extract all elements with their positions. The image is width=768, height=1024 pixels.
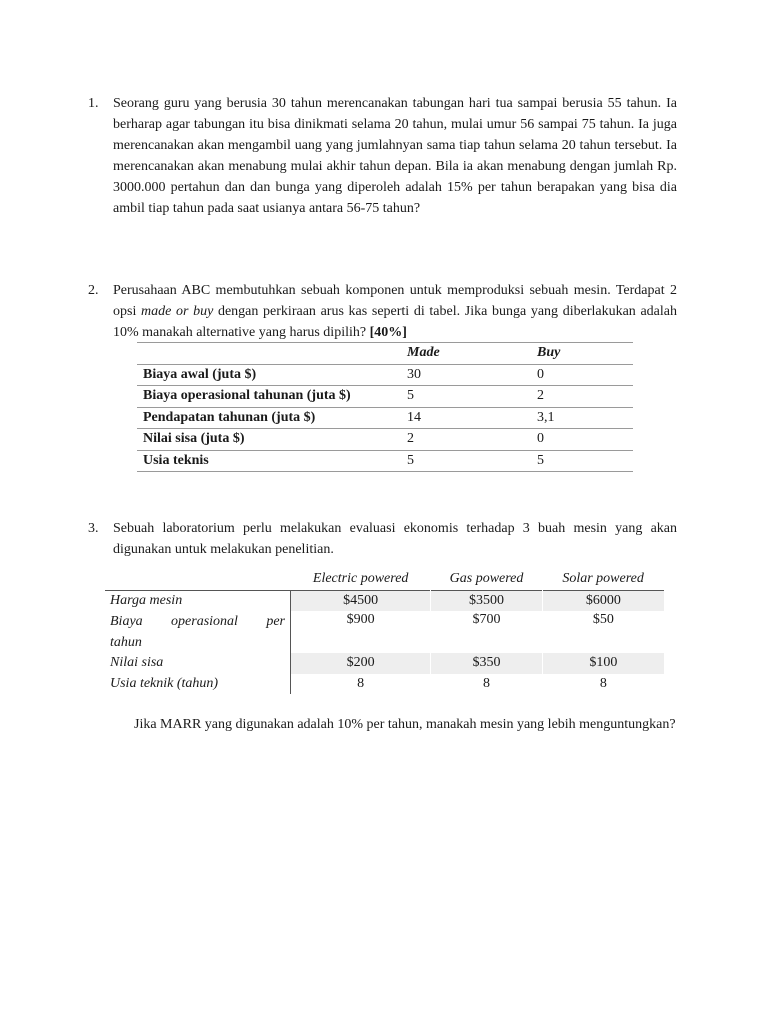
table-cell-label: Usia teknik (tahun) [105, 674, 291, 695]
table-cell: 14 [407, 409, 421, 425]
table-row [137, 407, 633, 429]
table-row [137, 450, 633, 472]
table-cell-label: Biaya awal (juta $) [143, 366, 257, 382]
table-cell: 5 [407, 388, 414, 404]
table-header-row [137, 343, 633, 365]
question-text-italic: made or buy [141, 304, 214, 319]
table-cell: 2 [407, 431, 414, 447]
table-cell: 3,1 [537, 409, 555, 425]
machine-comparison-table [105, 568, 664, 694]
table-cell-label: Harga mesin [105, 591, 291, 612]
label-line: tahun [110, 635, 142, 650]
question-1 [88, 93, 677, 219]
question-number: 1. [88, 96, 99, 111]
question-number: 3. [88, 521, 99, 536]
table-header-buy: Buy [537, 345, 561, 361]
table-row [105, 653, 664, 674]
table-header [137, 343, 401, 365]
table-cell: $3500 [431, 591, 542, 612]
table-row [137, 364, 633, 386]
table-header-electric: Electric powered [312, 571, 409, 586]
made-or-buy-table [137, 342, 633, 472]
table-cell: 2 [537, 388, 544, 404]
table-cell: $700 [431, 611, 542, 653]
table-cell: $200 [291, 653, 431, 674]
label-line [110, 611, 285, 632]
table-cell: 30 [407, 366, 421, 382]
question-text: Seorang guru yang berusia 30 tahun merencanakan tabungan hari tua sampai berusia 55 tahun. Ia berharap agar tabungan itu bisa dinikmati selama 20 tahun, mulai umur 56 sampai 75 tahun. Ia juga merencanakan akan mengambil uang yang jumlahnyan sama tiap tahun selama 20 tahun tersebut. Ia merencanakan akan menabung mulai akhir tahun depan. Bila ia akan menabung dengan jumlah Rp. 3000.000 pertahun dan dan bunga yang diperoleh adalah 15% per tahun berapakan yang bisa dia ambil tiap tahun pada saat usianya antara 56-75 tahun? [113, 96, 677, 216]
table-header-made: Made [407, 345, 440, 361]
table-cell: 8 [542, 674, 664, 695]
question-text: Sebuah laboratorium perlu melakukan evaluasi ekonomis terhadap 3 buah mesin yang akan digunakan untuk melakukan penelitian. [113, 521, 677, 557]
table-header-solar: Solar powered [562, 571, 644, 586]
table-cell-label: Nilai sisa [105, 653, 291, 674]
table-cell: 5 [537, 452, 544, 468]
table-cell-label: Biaya operasional tahunan (juta $) [143, 388, 351, 404]
table-cell: $6000 [542, 591, 664, 612]
table-row [137, 386, 633, 408]
table-cell: $50 [542, 611, 664, 653]
table-header-gas: Gas powered [449, 571, 524, 586]
question-weight: [40%] [369, 325, 407, 340]
table-header-row [105, 568, 664, 591]
label-word: Biaya [110, 614, 143, 629]
table-cell: 0 [537, 431, 544, 447]
question-text [113, 280, 677, 343]
question-3-closing: Jika MARR yang digunakan adalah 10% per tahun, manakah mesin yang lebih menguntungkan? [134, 717, 676, 732]
question-text-part: dengan perkiraan arus kas seperti di tabel. Jika bunga yang diberlakukan adalah 10% manakah alternative yang harus dipilih? [113, 304, 677, 340]
table-cell-label [105, 611, 291, 653]
question-number: 2. [88, 283, 99, 298]
question-3 [88, 518, 677, 560]
table-row [105, 674, 664, 695]
table-cell: 5 [407, 452, 414, 468]
label-word: operasional [171, 614, 238, 629]
table-cell: $350 [431, 653, 542, 674]
table-cell-label: Usia teknis [143, 452, 209, 468]
question-2 [88, 280, 677, 343]
table-cell-label: Pendapatan tahunan (juta $) [143, 409, 316, 425]
table-cell: $4500 [291, 591, 431, 612]
table-cell: $900 [291, 611, 431, 653]
label-word: per [266, 614, 285, 629]
table-row [105, 611, 664, 653]
table-cell: 0 [537, 366, 544, 382]
table-row [137, 429, 633, 451]
table-header [105, 568, 291, 591]
table-cell: 8 [291, 674, 431, 695]
table-cell-label: Nilai sisa (juta $) [143, 431, 245, 447]
question-text-part: Perusahaan ABC membutuhkan sebuah komponen untuk memproduksi sebuah mesin. Terdapat 2 opsi [113, 283, 677, 319]
table-row [105, 591, 664, 612]
table-cell: $100 [542, 653, 664, 674]
table-cell: 8 [431, 674, 542, 695]
